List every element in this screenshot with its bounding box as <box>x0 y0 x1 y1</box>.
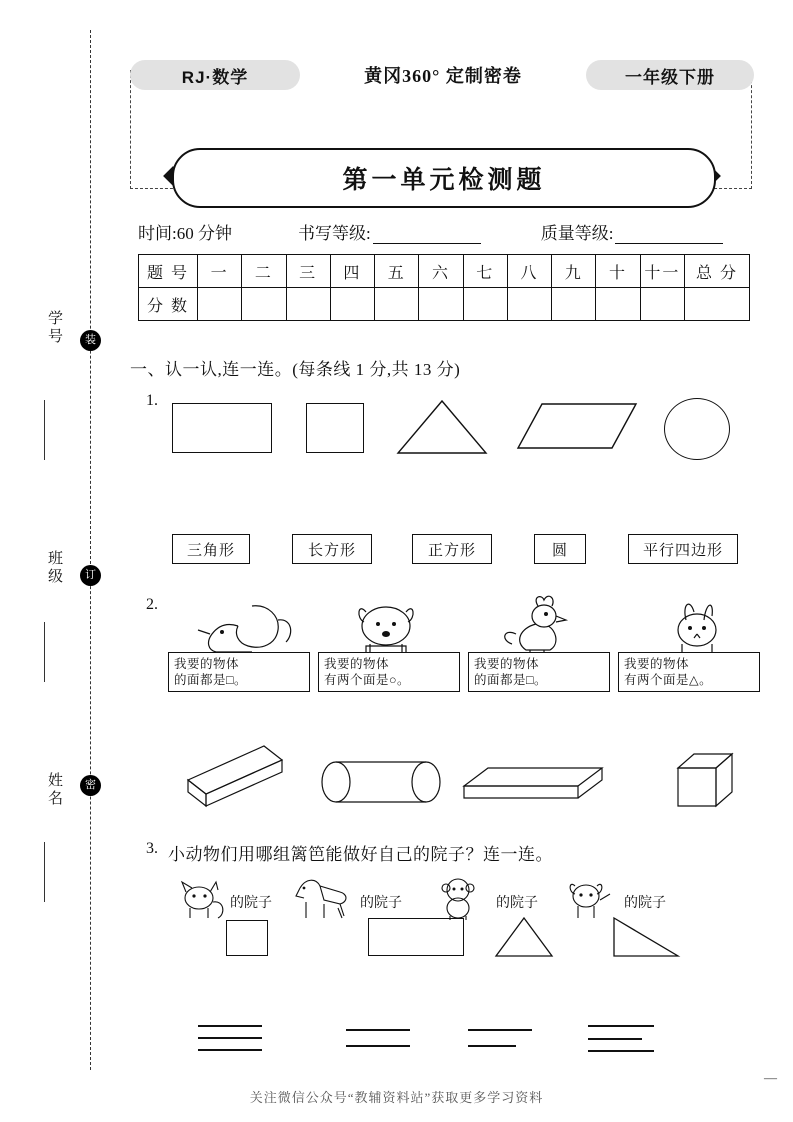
speech-box-3: 我要的物体 的面都是□。 <box>468 652 610 692</box>
col-1: 一 <box>198 255 242 288</box>
score-cell-10[interactable] <box>596 288 640 321</box>
header-row <box>130 58 754 92</box>
score-cell-5[interactable] <box>375 288 419 321</box>
yard-shape-square <box>226 920 268 956</box>
col-2: 二 <box>242 255 286 288</box>
subject-pill: RJ·数学 <box>130 60 300 90</box>
col-total: 总 分 <box>685 255 750 288</box>
label-square[interactable]: 正方形 <box>412 534 492 564</box>
q1-number: 1. <box>146 392 158 409</box>
shape-circle <box>664 398 730 460</box>
score-cell-2[interactable] <box>242 288 286 321</box>
table-row-scores <box>139 288 750 321</box>
solid-long-prism <box>176 742 292 812</box>
section-1-title: 一、认一认,连一连。(每条线 1 分,共 13 分) <box>130 360 461 379</box>
quality-grade-blank[interactable] <box>615 226 723 244</box>
q3-text: 小动物们用哪组篱笆能做好自己的院子？连一连。 <box>168 845 553 864</box>
cat-yard-label: 的院子 <box>230 896 272 911</box>
score-cell-total[interactable] <box>685 288 750 321</box>
fence-group-4 <box>586 1022 658 1056</box>
writing-grade-label: 书写等级: <box>297 224 371 243</box>
col-10: 十 <box>596 255 640 288</box>
row-label-score: 分 数 <box>139 288 198 321</box>
writing-grade-blank[interactable] <box>373 226 481 244</box>
speech-box-2: 我要的物体 有两个面是○。 <box>318 652 460 692</box>
score-cell-6[interactable] <box>419 288 463 321</box>
q2-number: 2. <box>146 596 158 613</box>
shape-square <box>306 403 364 453</box>
shape-parallelogram <box>516 400 638 452</box>
horse-icon <box>290 874 352 920</box>
monkey-icon <box>432 874 488 920</box>
page-mark: — <box>764 1070 777 1085</box>
seal-mark-1: 装 <box>80 330 101 351</box>
score-cell-11[interactable] <box>640 288 684 321</box>
score-cell-8[interactable] <box>507 288 551 321</box>
dog-yard-label: 的院子 <box>624 896 666 911</box>
grade-pill: 一年级下册 <box>586 60 754 90</box>
left-margin-strip <box>28 30 118 1070</box>
page-title: 第一单元检测题 <box>172 148 716 208</box>
student-id-rule <box>44 400 45 460</box>
score-cell-4[interactable] <box>330 288 374 321</box>
horse-yard-label: 的院子 <box>360 896 402 911</box>
monkey-yard-label: 的院子 <box>496 896 538 911</box>
class-rule <box>44 622 45 682</box>
dog-icon <box>336 596 446 656</box>
squirrel-icon <box>182 596 302 656</box>
fold-dashed-line <box>90 30 91 1070</box>
label-circle[interactable]: 圆 <box>534 534 586 564</box>
solid-cube <box>670 748 746 812</box>
col-3: 三 <box>286 255 330 288</box>
speech-box-4: 我要的物体 有两个面是△。 <box>618 652 760 692</box>
score-table <box>138 254 750 321</box>
score-cell-7[interactable] <box>463 288 507 321</box>
name-label: 姓名 <box>46 772 62 808</box>
table-row-header <box>139 255 750 288</box>
class-label: 班级 <box>46 550 62 586</box>
seal-mark-3: 密 <box>80 775 101 796</box>
rabbit-icon <box>642 594 752 656</box>
dog-small-icon <box>560 876 620 920</box>
col-5: 五 <box>375 255 419 288</box>
row-label-number: 题 号 <box>139 255 198 288</box>
cat-icon <box>172 876 232 920</box>
solid-cylinder <box>318 756 448 808</box>
score-cell-3[interactable] <box>286 288 330 321</box>
score-cell-9[interactable] <box>552 288 596 321</box>
footer-note: 关注微信公众号“教辅资料站”获取更多学习资料 <box>249 1090 544 1105</box>
fence-group-2 <box>344 1026 414 1054</box>
yard-shape-rectangle <box>368 918 464 956</box>
fence-group-1 <box>196 1022 266 1056</box>
shape-rectangle <box>172 403 272 453</box>
shape-triangle <box>396 398 488 456</box>
yard-shape-triangle <box>494 916 556 958</box>
label-rectangle[interactable]: 长方形 <box>292 534 372 564</box>
quality-grade-label: 质量等级: <box>540 224 614 243</box>
rooster-icon <box>486 590 596 656</box>
col-8: 八 <box>507 255 551 288</box>
score-cell-1[interactable] <box>198 288 242 321</box>
fence-group-3 <box>466 1026 536 1054</box>
label-triangle[interactable]: 三角形 <box>172 534 250 564</box>
solid-flat-box <box>462 758 612 808</box>
series-title: 黄冈360° 定制密卷 <box>364 66 522 86</box>
col-11: 十一 <box>640 255 684 288</box>
name-rule <box>44 842 45 902</box>
speech-box-1: 我要的物体 的面都是□。 <box>168 652 310 692</box>
exam-info-line <box>138 218 750 244</box>
seal-mark-2: 订 <box>80 565 101 586</box>
label-parallelogram[interactable]: 平行四边形 <box>628 534 738 564</box>
col-4: 四 <box>330 255 374 288</box>
col-7: 七 <box>463 255 507 288</box>
yard-shape-right-triangle <box>612 916 682 958</box>
col-6: 六 <box>419 255 463 288</box>
q3-number: 3. <box>146 840 158 857</box>
student-id-label: 学号 <box>46 310 62 346</box>
time-label: 时间:60 分钟 <box>138 224 232 243</box>
col-9: 九 <box>552 255 596 288</box>
